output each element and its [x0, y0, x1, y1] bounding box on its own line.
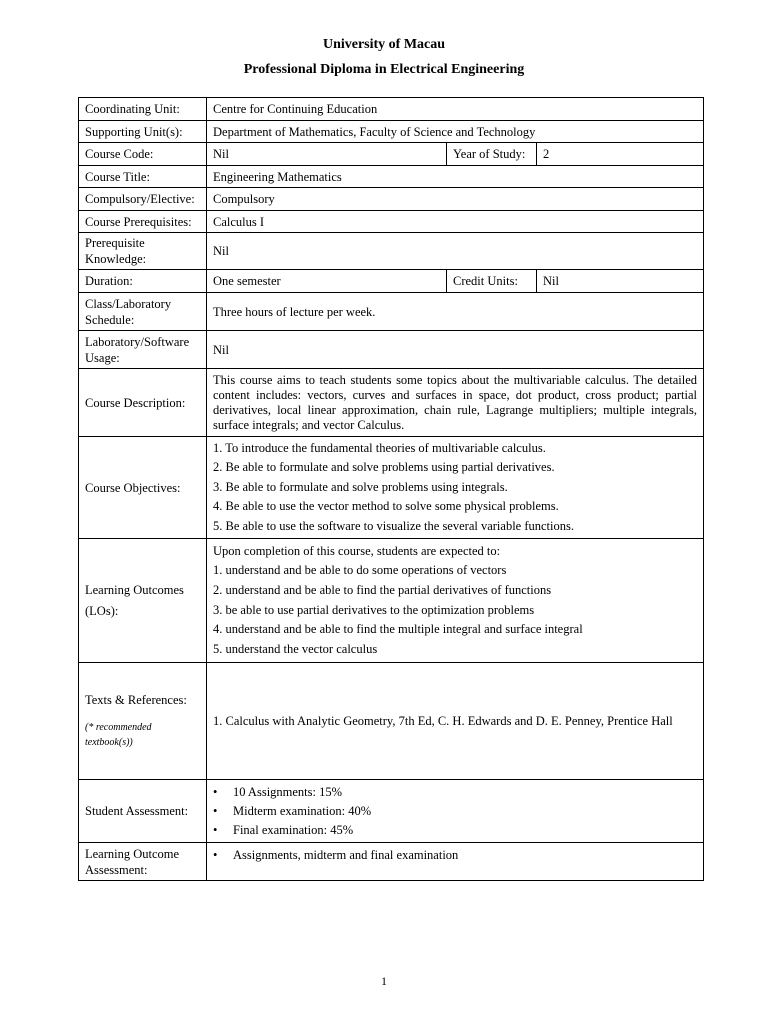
- table-row: [79, 166, 704, 188]
- course-description-value: This course aims to teach students some topics about the multivariable calculus. The detailed content includes: vectors, curves and surfaces in space, dot product, cross product; partial derivatives, local linear approximation, chain rule, Lagrange multipliers; multiple integrals, surface integrals; and vector Calculus.: [213, 372, 698, 432]
- credit-units-label: Credit Units:: [447, 270, 537, 293]
- lab-software-value: Nil: [207, 331, 704, 369]
- year-of-study-value: 2: [537, 143, 704, 166]
- table-row: [79, 233, 704, 270]
- university-title: University of Macau: [322, 37, 446, 52]
- student-assessment-cell: [207, 780, 704, 843]
- table-row: [79, 780, 704, 843]
- course-code-label: Course Code:: [79, 143, 207, 166]
- lab-software-label: Laboratory/Software Usage:: [79, 331, 207, 369]
- outcome-item: 3. be able to use partial derivatives to the optimization problems: [213, 602, 535, 617]
- coordinating-unit-value: Centre for Continuing Education: [207, 98, 704, 121]
- learning-outcomes-cell: [207, 539, 704, 663]
- outcome-item: 2. understand and be able to find the partial derivatives of functions: [213, 582, 552, 597]
- course-info-table: [78, 97, 704, 881]
- learning-outcomes-label-abbr: (LOs):: [85, 603, 119, 618]
- assessment-item: • Midterm examination: 40%: [213, 802, 697, 821]
- year-of-study-label: Year of Study:: [447, 143, 537, 166]
- duration-value: One semester: [207, 270, 447, 293]
- table-row: [79, 211, 704, 233]
- compulsory-elective-value: Compulsory: [207, 188, 704, 211]
- prerequisite-knowledge-label: Prerequisite Knowledge:: [79, 233, 207, 270]
- lo-assessment-cell: [207, 843, 704, 881]
- table-row: [79, 188, 704, 211]
- recommended-note: (* recommended textbook(s)): [85, 722, 152, 748]
- course-prerequisites-label: Course Prerequisites:: [79, 211, 207, 233]
- table-row: [79, 663, 704, 780]
- table-row: [79, 143, 704, 166]
- prerequisite-knowledge-value: Nil: [207, 233, 704, 270]
- objective-item: 5. Be able to use the software to visualize the several variable functions.: [213, 518, 574, 533]
- objective-item: 1. To introduce the fundamental theories of multivariable calculus.: [213, 440, 546, 455]
- supporting-units-value: Department of Mathematics, Faculty of Science and Technology: [207, 121, 704, 143]
- course-objectives-label: Course Objectives:: [79, 437, 207, 539]
- program-title: Professional Diploma in Electrical Engineering: [243, 62, 525, 77]
- table-row: [79, 293, 704, 331]
- course-objectives-cell: [207, 437, 704, 539]
- texts-references-label-cell: [79, 663, 207, 780]
- table-row: [79, 331, 704, 369]
- table-row: [79, 270, 704, 293]
- assessment-item: • Final examination: 45%: [213, 821, 697, 840]
- duration-label: Duration:: [79, 270, 207, 293]
- coordinating-unit-label: Coordinating Unit:: [79, 98, 207, 121]
- compulsory-elective-label: Compulsory/Elective:: [79, 188, 207, 211]
- lo-assessment-item: • Assignments, midterm and final examination: [213, 846, 697, 865]
- outcome-item: 5. understand the vector calculus: [213, 641, 378, 656]
- assessment-item: • 10 Assignments: 15%: [213, 783, 697, 802]
- texts-references-value: 1. Calculus with Analytic Geometry, 7th Ed, C. H. Edwards and D. E. Penney, Prentice Hall: [207, 663, 704, 780]
- course-description-label: Course Description:: [79, 369, 207, 437]
- outcome-item: Upon completion of this course, students are expected to:: [213, 543, 501, 558]
- objective-item: 4. Be able to use the vector method to solve some physical problems.: [213, 499, 559, 514]
- student-assessment-label: Student Assessment:: [79, 780, 207, 843]
- table-row: [79, 539, 704, 663]
- objective-item: 2. Be able to formulate and solve problems using partial derivatives.: [213, 460, 555, 475]
- table-row: [79, 121, 704, 143]
- lo-assessment-label: Learning Outcome Assessment:: [79, 843, 207, 881]
- document-header: [0, 34, 768, 81]
- table-row: [79, 98, 704, 121]
- class-schedule-label: Class/Laboratory Schedule:: [79, 293, 207, 331]
- course-title-value: Engineering Mathematics: [207, 166, 704, 188]
- objective-item: 3. Be able to formulate and solve problems using integrals.: [213, 479, 508, 494]
- page-number: 1: [381, 974, 387, 988]
- outcome-item: 4. understand and be able to find the multiple integral and surface integral: [213, 622, 583, 637]
- outcome-item: 1. understand and be able to do some operations of vectors: [213, 563, 507, 578]
- table-row: [79, 369, 704, 437]
- table-row: [79, 437, 704, 539]
- class-schedule-value: Three hours of lecture per week.: [207, 293, 704, 331]
- credit-units-value: Nil: [537, 270, 704, 293]
- texts-references-label: Texts & References:: [85, 693, 187, 707]
- supporting-units-label: Supporting Unit(s):: [79, 121, 207, 143]
- course-code-value: Nil: [207, 143, 447, 166]
- course-description-cell: [207, 369, 704, 437]
- learning-outcomes-label-cell: [79, 539, 207, 663]
- course-title-label: Course Title:: [79, 166, 207, 188]
- learning-outcomes-label: Learning Outcomes: [85, 582, 184, 597]
- course-prerequisites-value: Calculus I: [207, 211, 704, 233]
- table-row: [79, 843, 704, 881]
